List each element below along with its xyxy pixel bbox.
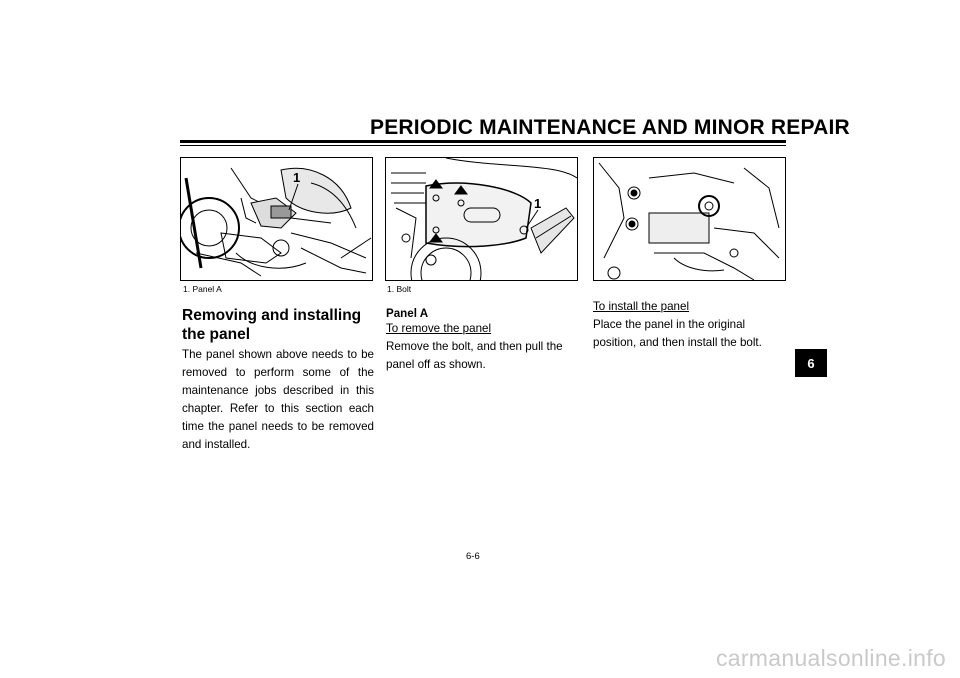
section-heading: Removing and installing the panel — [182, 307, 362, 343]
header-rule-thin — [180, 145, 786, 146]
page-number: 6-6 — [466, 551, 480, 562]
install-panel-heading: To install the panel — [593, 300, 690, 313]
watermark: carmanualsonline.info — [715, 645, 946, 671]
install-panel-text: Place the panel in the original position, and then install the bolt. — [593, 318, 762, 349]
figure-a-callout: 1 — [293, 170, 301, 185]
header-rule — [180, 140, 786, 143]
figure-b-caption: 1. Bolt — [387, 284, 412, 294]
figure-bolt-illustration — [385, 157, 578, 281]
section-body-text: The panel shown above needs to be removed to perform some of the maintenance jobs described in this chapter. Refer to this section each time the panel needs to be removed and installed. — [182, 348, 374, 451]
figure-panel-a-illustration — [180, 157, 373, 281]
remove-panel-text: Remove the bolt, and then pull the panel off as shown. — [386, 340, 563, 371]
page-header-title: PERIODIC MAINTENANCE AND MINOR REPAIR — [370, 116, 850, 139]
remove-panel-heading: To remove the panel — [386, 322, 492, 335]
figure-b-callout: 1 — [534, 196, 542, 211]
chapter-tab: 6 — [795, 349, 827, 377]
figure-install-illustration — [593, 157, 786, 281]
figure-a-caption: 1. Panel A — [183, 284, 222, 294]
panel-a-label: Panel A — [386, 307, 429, 320]
